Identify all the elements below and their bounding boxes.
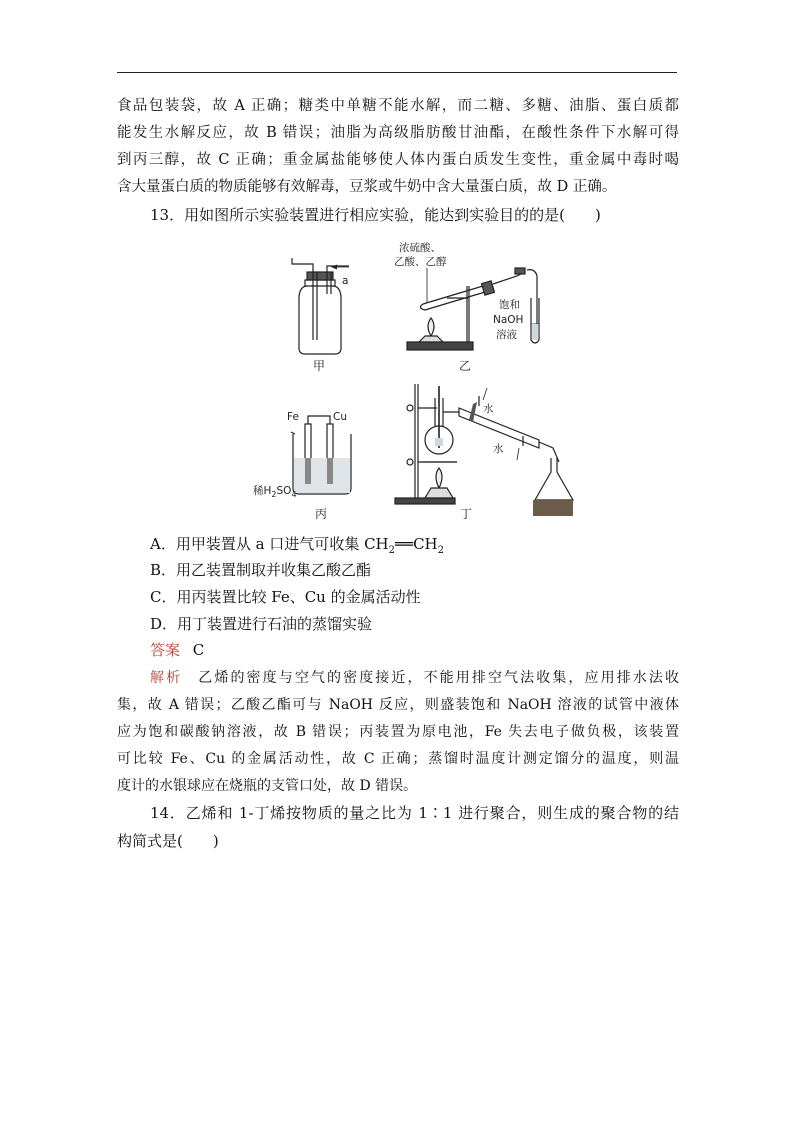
previous-analysis-paragraph: [117, 93, 679, 201]
option-c: C．用丙装置比较 Fe、Cu 的金属活动性: [150, 588, 421, 606]
yi-reagents-line2: 乙酸、乙醇: [394, 256, 447, 268]
option-a: A．用甲装置从 a 口进气可收集 $CH_2══CH_2$: [150, 535, 445, 556]
yi-tube-line1: 饱和: [499, 299, 520, 311]
text-line: 集，故 A 错误；乙酸乙酯可与 NaOH 反应，则盛装饱和 NaOH 溶液的试管中液体: [117, 697, 679, 713]
option-b: B．用乙装置制取并收集乙酸乙酯: [150, 561, 372, 579]
text-line: 能发生水解反应，故 B 错误；油脂为高级脂肪酸甘油酯，在酸性条件下水解可得: [117, 125, 679, 141]
analysis-line-1: [117, 665, 679, 692]
bing-electrolyte-label: 稀$H_2SO_4$: [253, 485, 297, 499]
ding-water-out: 水: [483, 403, 494, 415]
bing-cu-label: Cu: [333, 411, 347, 423]
fe-electrode: [305, 458, 311, 484]
answer-value: C: [192, 641, 205, 659]
answer-line: [150, 640, 204, 660]
flask-liquid: [435, 438, 443, 446]
header-rule: [117, 72, 677, 73]
text-line: 应为饱和碳酸钠溶液，故 B 错误；丙装置为原电池，Fe 失去电子做负极，该装置: [117, 724, 679, 740]
naoh-solution: [532, 324, 539, 340]
analysis-paragraph: [117, 665, 679, 800]
ding-water-in: 水: [493, 443, 504, 455]
text-line: 可比较 Fe、Cu 的金属活动性，故 C 正确；蒸馏时温度计测定馏分的温度，则温: [117, 751, 679, 767]
question-14-stem: [117, 799, 679, 855]
yi-tube-line2: NaOH: [493, 314, 524, 326]
cu-electrode: [327, 458, 333, 484]
port-a-label: a: [342, 275, 349, 287]
arrow-head: [331, 265, 337, 270]
question-13-stem: 13．用如图所示实验装置进行相应实验，能达到实验目的的是( ): [150, 206, 601, 224]
wood-block: [533, 500, 573, 516]
answer-label: 答案: [150, 641, 181, 659]
apparatus-ding: [395, 384, 573, 504]
apparatus-jia: [292, 258, 349, 354]
water-out-arrow: [483, 388, 487, 400]
label-jia: 甲: [313, 359, 326, 373]
option-d: D．用丁装置进行石油的蒸馏实验: [150, 615, 373, 633]
apparatus-figure: [247, 236, 577, 526]
label-ding: 丁: [460, 507, 473, 521]
text-line: 到丙三醇，故 C 正确；重金属盐能够使人体内蛋白质发生变性，重金属中毒时喝: [117, 152, 679, 168]
label-yi: 乙: [459, 359, 472, 373]
label-bing: 丙: [315, 507, 328, 521]
analysis-label: 解析: [150, 670, 183, 686]
text-line: 14．乙烯和 1-丁烯按物质的量之比为 1∶1 进行聚合，则生成的聚合物的结: [150, 804, 679, 822]
text-line: 食品包装袋，故 A 正确；糖类中单糖不能水解，而二糖、多糖、油脂、蛋白质都: [117, 98, 679, 114]
water-in-arrow: [517, 448, 519, 460]
text-line: 度计的水银球应在烧瓶的支管口处，故 D 错误。: [117, 778, 418, 794]
dilute-acid: [294, 458, 350, 493]
yi-reagents-line1: 浓硫酸、: [399, 242, 441, 254]
yi-tube-line3: 溶液: [496, 329, 517, 341]
text-line: 含大量蛋白质的物质能够有效解毒，豆浆或牛奶中含大量蛋白质，故 D 正确。: [117, 179, 617, 195]
analysis-text: 乙烯的密度与空气的密度接近，不能用排空气法收集，应用排水法收: [198, 670, 679, 686]
text-line: 构简式是( ): [117, 832, 219, 850]
bing-fe-label: Fe: [287, 411, 299, 423]
